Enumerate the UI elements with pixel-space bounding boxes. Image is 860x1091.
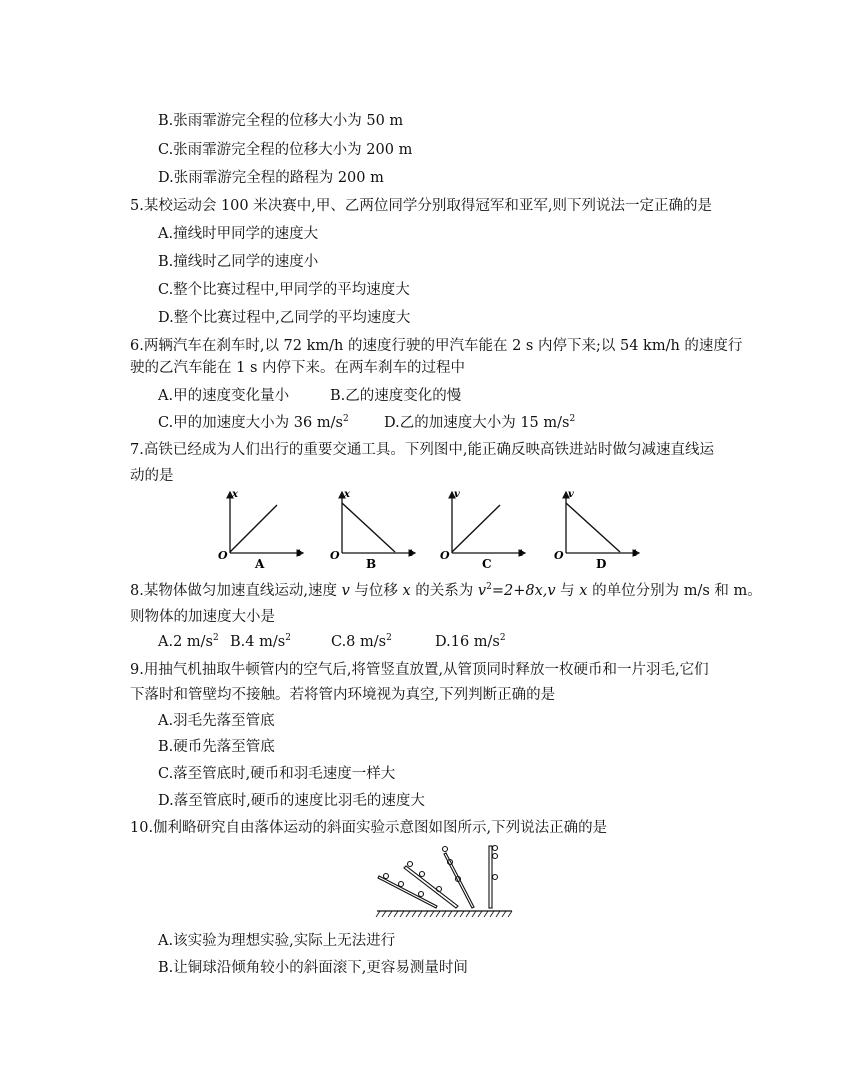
q9-option-d: D.落至管底时,硬币的速度比羽毛的速度大 — [158, 793, 425, 809]
q10-option-a: A.该实验为理想实验,实际上无法进行 — [158, 933, 396, 949]
q8-option-a: A.2 $m/s^2$ — [158, 633, 219, 650]
q6-option-c: C.甲的加速度大小为 36 $m/s^2$ — [158, 414, 349, 431]
graph-c — [440, 489, 525, 571]
graph-a-letter: A — [255, 557, 265, 571]
graph-c-ylabel: v — [454, 489, 460, 500]
q5-option-b: B.撞线时乙同学的速度小 — [158, 254, 319, 270]
graph-d-tlabel: t — [633, 549, 638, 559]
q8-option-d: D.16 $m/s^2$ — [435, 633, 506, 650]
q8-option-b: B.4 $m/s^2$ — [230, 633, 291, 650]
q9-stem-line1: 9.用抽气机抽取牛顿管内的空气后,将管竖直放置,从管顶同时释放一枚硬币和一片羽毛,它们 — [130, 662, 709, 678]
graph-d-ylabel: v — [568, 489, 574, 500]
q4-option-c: C.张雨霏游完全程的位移大小为 200 m — [158, 142, 413, 158]
q6-option-a: A.甲的速度变化量小 — [158, 388, 290, 404]
q8-stem-line1: 8.某物体做匀加速直线运动,速度 v 与位移 x 的关系为 $v^2=2+8x,v$ 与 x 的单位分别为 m/s 和 m。 — [130, 582, 762, 599]
graph-d — [554, 489, 639, 571]
graph-a-origin: O — [218, 549, 228, 562]
q9-option-a: A.羽毛先落至管底 — [158, 713, 275, 729]
graph-c-tlabel: t — [519, 549, 524, 559]
q7-stem-line1: 7.高铁已经成为人们出行的重要交通工具。下列图中,能正确反映高铁进站时做匀减速直线运 — [130, 442, 714, 458]
graph-d-letter: D — [596, 557, 607, 571]
q6-stem-line2: 驶的乙汽车能在 1 s 内停下来。在两车刹车的过程中 — [130, 360, 465, 376]
graph-b-tlabel: t — [409, 549, 414, 559]
q5-stem: 5.某校运动会 100 米决赛中,甲、乙两位同学分别取得冠军和亚军,则下列说法一定正确的是 — [130, 198, 712, 214]
q5-option-c: C.整个比赛过程中,甲同学的平均速度大 — [158, 282, 410, 298]
q9-stem-line2: 下落时和管壁均不接触。若将管内环境视为真空,下列判断正确的是 — [130, 687, 556, 703]
graph-b-origin: O — [330, 549, 340, 562]
q7-graphs-figure — [215, 484, 645, 574]
q5-option-a: A.撞线时甲同学的速度大 — [158, 226, 319, 242]
graph-a — [218, 489, 303, 571]
q6-option-b: B.乙的速度变化的慢 — [330, 388, 462, 404]
q4-option-d: D.张雨霏游完全程的路程为 200 m — [158, 170, 384, 186]
q9-option-c: C.落至管底时,硬币和羽毛速度一样大 — [158, 766, 396, 782]
q6-option-d: D.乙的加速度大小为 15 $m/s^2$ — [384, 414, 576, 431]
q10-stem: 10.伽利略研究自由落体运动的斜面实验示意图如图所示,下列说法正确的是 — [130, 820, 608, 836]
graph-b-letter: B — [366, 557, 377, 571]
graph-c-origin: O — [440, 549, 450, 562]
graph-a-ylabel: x — [232, 489, 238, 500]
q6-stem-line1: 6.两辆汽车在刹车时,以 72 km/h 的速度行驶的甲汽车能在 2 s 内停下来;以 54 km/h 的速度行 — [130, 338, 743, 354]
graph-d-origin: O — [554, 549, 564, 562]
q10-option-b: B.让铜球沿倾角较小的斜面滚下,更容易测量时间 — [158, 960, 468, 976]
graph-c-letter: C — [482, 557, 492, 571]
galileo-incline-figure — [372, 840, 517, 920]
q7-stem-line2: 动的是 — [130, 468, 174, 484]
graph-b-ylabel: x — [344, 489, 350, 500]
graph-b — [330, 489, 415, 571]
q5-option-d: D.整个比赛过程中,乙同学的平均速度大 — [158, 310, 411, 326]
q8-stem-line2: 则物体的加速度大小是 — [130, 609, 275, 625]
q8-option-c: C.8 $m/s^2$ — [331, 633, 392, 650]
q9-option-b: B.硬币先落至管底 — [158, 739, 275, 755]
q4-option-b: B.张雨霏游完全程的位移大小为 50 m — [158, 113, 404, 129]
graph-a-tlabel: t — [297, 549, 302, 559]
